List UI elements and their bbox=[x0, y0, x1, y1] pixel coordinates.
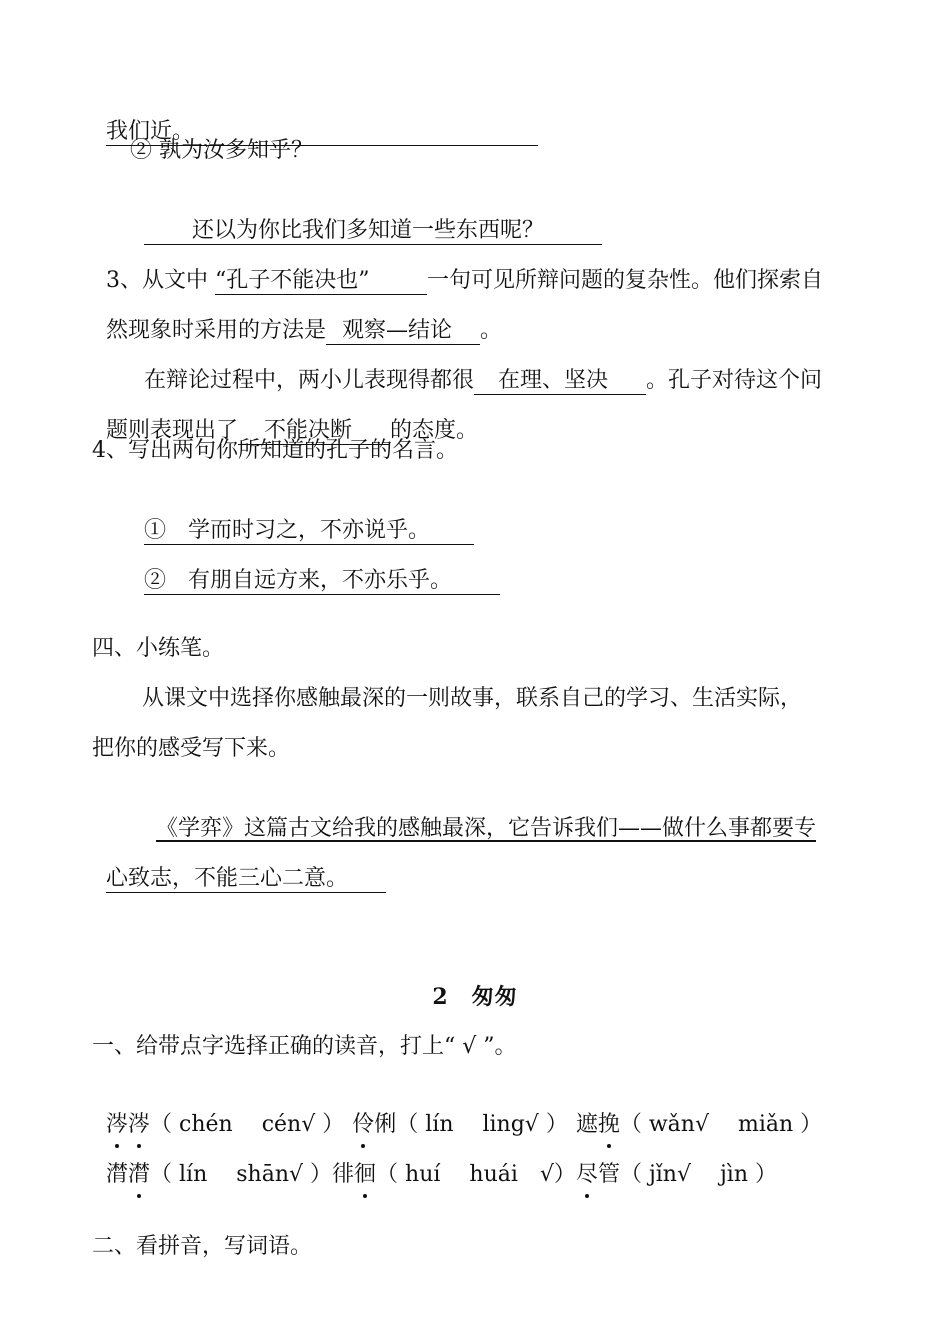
dotted-char: 挽 bbox=[598, 1110, 620, 1140]
q3-blank-1: “孔子不能决也” bbox=[215, 268, 427, 295]
q3-text: 在辩论过程中，两小儿表现得都很 bbox=[144, 368, 475, 393]
section-4-answer-2 bbox=[92, 834, 386, 894]
section-4-prompt-2: 把你的感受写下来。 bbox=[92, 736, 291, 761]
q3-text: 3、从文中 bbox=[106, 268, 215, 293]
q3-text: 的态度。 bbox=[390, 418, 479, 443]
plain-char: 潸 bbox=[106, 1162, 129, 1187]
lesson2-q2: 二、看拼音，写词语。 bbox=[92, 1234, 313, 1259]
section-4-prompt-1: 从课文中选择你感触最深的一则故事，联系自己的学习、生活实际， bbox=[142, 686, 803, 711]
section-4-answer-text: 心致志，不能三心二意。 bbox=[106, 866, 386, 893]
q3-blank-4: 不能决断 bbox=[238, 418, 390, 445]
plain-char: 徘 bbox=[332, 1162, 355, 1187]
dotted-char: 伶 bbox=[352, 1110, 374, 1140]
pinyin-options: （ wǎn√ miǎn ） bbox=[619, 1112, 823, 1137]
pinyin-item bbox=[576, 1160, 777, 1190]
pinyin-options: （ chén cén√ ） bbox=[150, 1112, 345, 1137]
pinyin-options: （ huí huái √） bbox=[376, 1162, 576, 1187]
q3-text: 。 bbox=[480, 318, 503, 343]
q4-answer-text: 有朋自远方来，不亦乐乎。 bbox=[188, 568, 453, 593]
answer-text: 我们近。 bbox=[106, 119, 195, 144]
pinyin-options: （ lín shān√ ） bbox=[150, 1162, 333, 1187]
dotted-char: 尽 bbox=[576, 1160, 598, 1190]
q3-blank-2: 观察—结论 bbox=[326, 318, 480, 345]
pinyin-item bbox=[332, 1160, 576, 1190]
pinyin-options: （ lín ling√ ） bbox=[396, 1112, 568, 1137]
section-4-heading: 四、小练笔。 bbox=[92, 636, 225, 661]
pinyin-options: （ jǐn√ jìn ） bbox=[619, 1162, 778, 1187]
dotted-char: 涔 bbox=[128, 1110, 150, 1140]
section-4-answer-text: 《学弈》这篇古文给我的感触最深，它告诉我们——做什么事都要专 bbox=[156, 816, 817, 841]
dotted-char: 潸 bbox=[128, 1160, 150, 1190]
dotted-char: 徊 bbox=[354, 1160, 376, 1190]
q3-text: 。孔子对待这个问 bbox=[646, 368, 823, 393]
q3-text: 一句可见所辩问题的复杂性。他们探索自 bbox=[427, 268, 824, 293]
q4-blank-2 bbox=[144, 568, 500, 595]
dotted-char: 涔 bbox=[106, 1110, 128, 1140]
q4-number: ① bbox=[144, 518, 167, 543]
q3-text: 然现象时采用的方法是 bbox=[106, 318, 327, 343]
question-2: ② 孰为汝多知乎？ bbox=[130, 138, 313, 163]
q3-blank-3: 在理、坚决 bbox=[474, 368, 646, 395]
plain-char: 管 bbox=[597, 1162, 620, 1187]
pinyin-row-2 bbox=[92, 1130, 777, 1190]
answer-2-text: 还以为你比我们多知道一些东西呢？ bbox=[144, 218, 602, 245]
q4-answer-2 bbox=[130, 536, 500, 596]
plain-char: 俐 bbox=[374, 1112, 397, 1137]
q4-answer-text: 学而时习之，不亦说乎。 bbox=[188, 518, 431, 543]
q4-number: ② bbox=[144, 568, 167, 593]
q4-title: 4、写出两句你所知道的孔子的名言。 bbox=[92, 438, 458, 463]
q3-text: 题则表现出了 bbox=[106, 418, 239, 443]
lesson-title: 2 匆匆 bbox=[432, 984, 518, 1010]
plain-char: 遮 bbox=[575, 1112, 598, 1137]
lesson2-q1: 一、给带点字选择正确的读音，打上“ √ ”。 bbox=[92, 1034, 517, 1059]
pinyin-item bbox=[106, 1160, 332, 1190]
